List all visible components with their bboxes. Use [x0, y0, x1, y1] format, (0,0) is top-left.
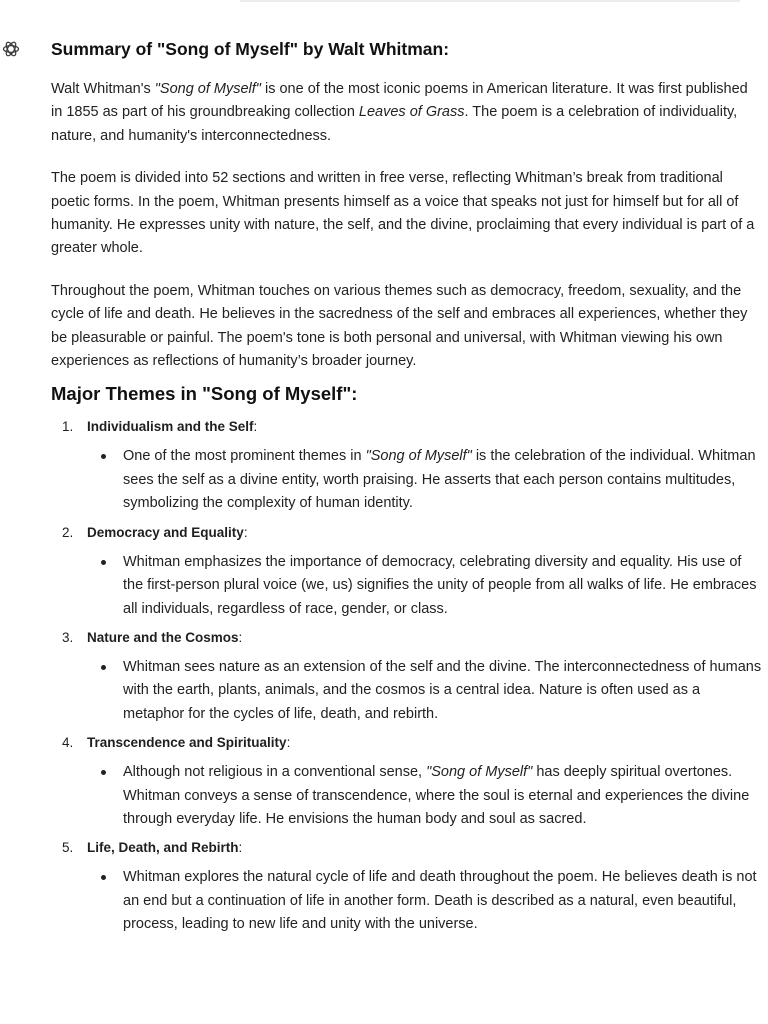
openai-logo-icon: [1, 39, 21, 59]
text-span: Walt Whitman's: [51, 81, 155, 97]
theme-title-line: [87, 626, 763, 650]
theme-title: Individualism and the Self: [87, 419, 254, 435]
theme-title: Transcendence and Spirituality: [87, 735, 287, 751]
theme-title-line: [87, 415, 763, 439]
theme-number: 5.: [62, 840, 74, 856]
text-span: is one of the most iconic poems in American literature. It was first published in 1855 as part of his groundbreaking collection: [51, 81, 748, 121]
summary-paragraph-3: Throughout the poem, Whitman touches on various themes such as democracy, freedom, sexuality, and the cycle of life and death. He believes in the sacredness of the self and embraces all experiences, whether they be pleasurable or painful. The poem's tone is both personal and universal, with Whitman viewing his own experiences as reflections of humanity’s broader journey.: [51, 282, 748, 370]
theme-points: [87, 656, 763, 726]
bullet-dot-icon: [101, 770, 106, 775]
theme-point: [87, 761, 763, 831]
theme-item: [51, 521, 763, 621]
text-span: Although not religious in a conventional sense,: [123, 764, 427, 781]
themes-heading: Major Themes in "Song of Myself":: [51, 383, 358, 405]
theme-point: [87, 445, 763, 515]
collection-title-italic: Leaves of Grass: [358, 104, 465, 121]
theme-title-line: [87, 836, 763, 860]
bullet-dot-icon: [101, 560, 106, 565]
bullet-dot-icon: [101, 665, 106, 670]
poem-title-italic: "Song of Myself": [365, 448, 472, 465]
theme-colon: :: [238, 840, 243, 856]
theme-title-line: [87, 731, 763, 755]
theme-points: [87, 761, 763, 831]
theme-number: 4.: [62, 735, 74, 751]
top-divider: [240, 0, 740, 2]
theme-title: Life, Death, and Rebirth: [87, 840, 239, 856]
theme-colon: :: [243, 524, 248, 540]
theme-point: [87, 551, 763, 621]
theme-number: 1.: [62, 419, 74, 435]
theme-colon: :: [238, 629, 243, 645]
themes-list: [51, 415, 763, 936]
poem-title-italic: "Song of Myself": [426, 764, 533, 781]
theme-item: [51, 836, 763, 936]
text-span: . The poem is a celebration of individuality, nature, and humanity's interconnectedness.: [51, 104, 738, 144]
poem-title-italic: "Song of Myself": [154, 81, 261, 97]
theme-points: [87, 445, 763, 515]
theme-points: [87, 866, 763, 936]
text-span: is the celebration of the individual. Whitman sees the self as a divine entity, worth praising. He asserts that each person contains multitudes, symbolizing the complexity of human identity.: [123, 448, 756, 512]
theme-points: [87, 551, 763, 621]
theme-colon: :: [286, 735, 291, 751]
text-span: Whitman sees nature as an extension of the self and the divine. The interconnectedness of humans with the earth, plants, animals, and the cosmos is a central idea. Nature is often used as a metaphor for the cycles of life, death, and rebirth.: [123, 658, 762, 722]
summary-paragraph-2: The poem is divided into 52 sections and written in free verse, reflecting Whitman’s break from traditional poetic forms. In the poem, Whitman presents himself as a voice that speaks not just for himself but for all of humanity. He expresses unity with nature, the self, and the divine, proclaiming that every individual is part of a greater whole.: [51, 170, 755, 257]
theme-title-line: [87, 521, 763, 545]
assistant-avatar: [0, 38, 22, 60]
text-span: Whitman emphasizes the importance of democracy, celebrating diversity and equality. His use of the first-person plural voice (we, us) signifies the unity of people from all walks of life. He embraces all individuals, regardless of race, gender, or class.: [123, 553, 757, 617]
theme-item: [51, 731, 763, 831]
assistant-message: [51, 36, 763, 942]
text-span: has deeply spiritual overtones. Whitman conveys a sense of transcendence, where the soul is eternal and experiences the divine through everyday life. He envisions the human body and soul as sacred.: [123, 764, 750, 827]
theme-item: [51, 415, 763, 515]
summary-heading: Summary of "Song of Myself" by Walt Whitman:: [51, 39, 450, 59]
theme-title: Democracy and Equality: [87, 524, 244, 540]
theme-title: Nature and the Cosmos: [87, 629, 239, 645]
theme-item: [51, 626, 763, 726]
theme-colon: :: [253, 419, 258, 435]
bullet-dot-icon: [101, 454, 106, 459]
theme-number: 3.: [62, 629, 74, 645]
theme-point: [87, 656, 763, 726]
theme-point: [87, 866, 763, 936]
bullet-dot-icon: [101, 875, 106, 880]
summary-paragraph-1: [51, 78, 763, 148]
text-span: Whitman explores the natural cycle of life and death throughout the poem. He believes death is not an end but a continuation of life in another form. Death is described as a natural, even beautiful, process, leading to new life and unity with the universe.: [123, 869, 757, 933]
theme-number: 2.: [62, 524, 74, 540]
text-span: One of the most prominent themes in: [123, 448, 366, 465]
